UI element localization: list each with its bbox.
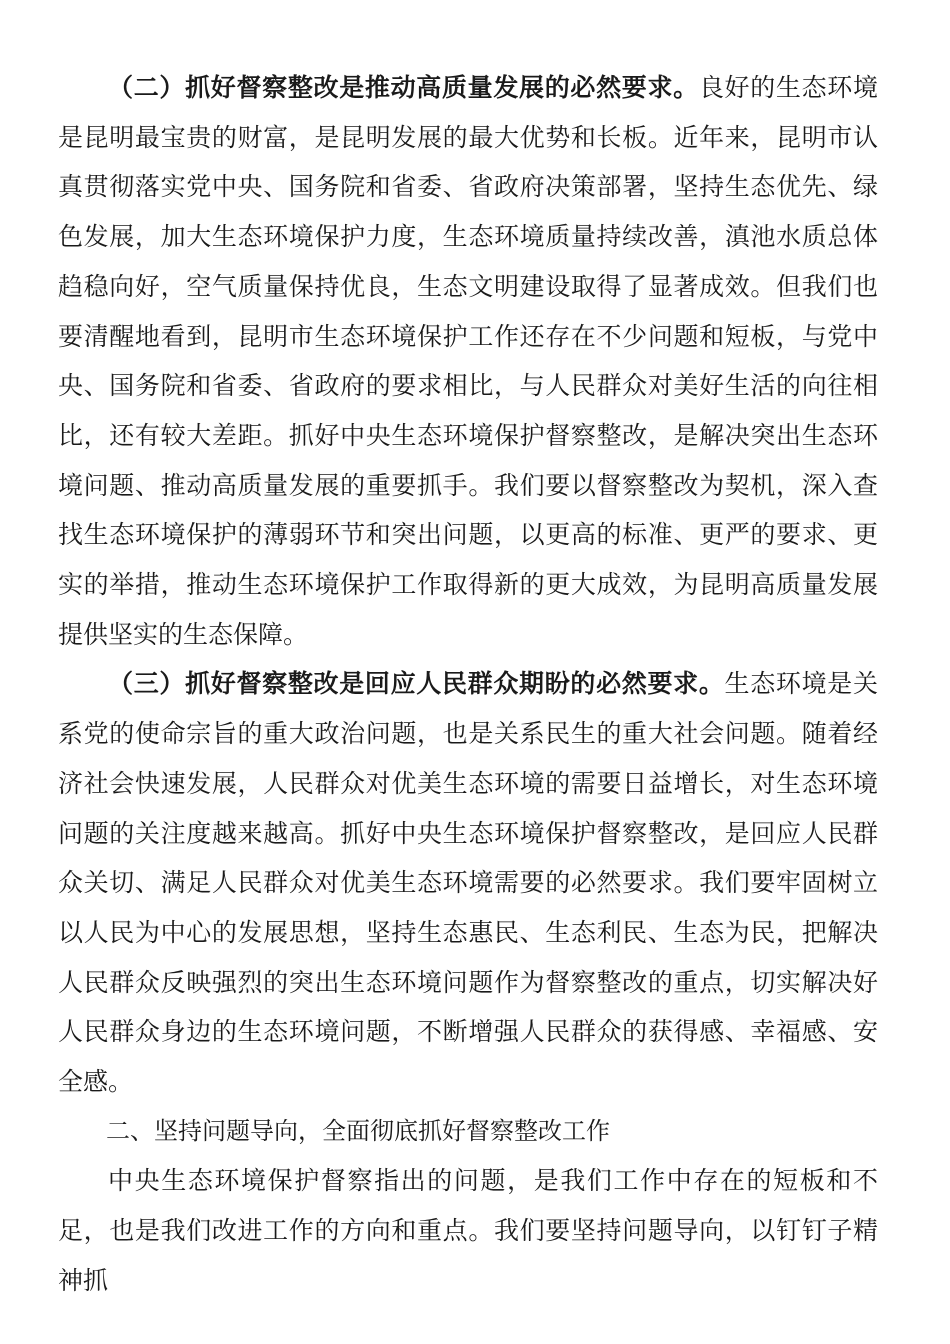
section-heading: 二、坚持问题导向，全面彻底抓好督察整改工作 [106, 1116, 610, 1145]
paragraph-quality-development [58, 63, 878, 659]
paragraph-body: 良好的生态环境是昆明最宝贵的财富，是昆明发展的最大优势和长板。近年来，昆明市认真贯彻落实党中央、国务院和省委、省政府决策部署，坚持生态优先、绿色发展，加大生态环境保护力度，生态环境质量持续改善，滇池水质总体趋稳向好，空气质量保持优良，生态文明建设取得了显著成效。但我们也要清醒地看到，昆明市生态环境保护工作还存在不少问题和短板，与党中央、国务院和省委、省政府的要求相比，与人民群众对美好生活的向往相比，还有较大差距。抓好中央生态环境保护督察整改，是解决突出生态环境问题、推动高质量发展的重要抓手。我们要以督察整改为契机，深入查找生态环境保护的薄弱环节和突出问题，以更高的标准、更严的要求、更实的举措，推动生态环境保护工作取得新的更大成效，为昆明高质量发展提供坚实的生态保障。 [58, 73, 878, 649]
document-page [58, 63, 878, 1306]
paragraph-lead-heading: （二）抓好督察整改是推动高质量发展的必然要求。 [108, 73, 699, 102]
paragraph-public-expectations [58, 659, 878, 1106]
paragraph-lead-heading: （三）抓好督察整改是回应人民群众期盼的必然要求。 [108, 669, 725, 699]
paragraph-closing: 中央生态环境保护督察指出的问题，是我们工作中存在的短板和不足，也是我们改进工作的方向和重点。我们要坚持问题导向，以钉钉子精神抓 [58, 1166, 878, 1295]
paragraph-body: 生态环境是关系党的使命宗旨的重大政治问题，也是关系民生的重大社会问题。随着经济社会快速发展，人民群众对优美生态环境的需要日益增长，对生态环境问题的关注度越来越高。抓好中央生态环境保护督察整改，是回应人民群众关切、满足人民群众对优美生态环境需要的必然要求。我们要牢固树立以人民为中心的发展思想，坚持生态惠民、生态利民、生态为民，把解决人民群众反映强烈的突出生态环境问题作为督察整改的重点，切实解决好人民群众身边的生态环境问题，不断增强人民群众的获得感、幸福感、安全感。 [58, 669, 878, 1097]
